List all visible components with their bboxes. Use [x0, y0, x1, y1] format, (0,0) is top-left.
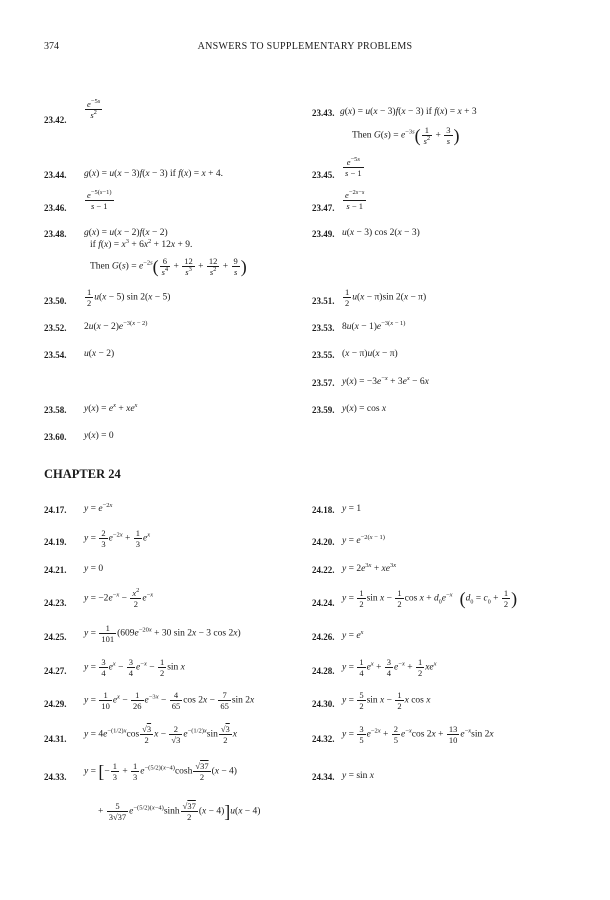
- answer-expression: $y(x) = e^x + xe^x$: [84, 402, 138, 414]
- page-number: 374: [44, 41, 59, 52]
- answer-number: 23.55.: [312, 350, 335, 360]
- answer-expression: (x − π)u(x − π): [342, 349, 398, 359]
- answer-expression: g(x) = u(x − 3)f(x − 3) if f(x) = x + 4.: [84, 169, 223, 179]
- answer-number: 24.32.: [312, 734, 335, 744]
- answer-expression: g(x) = u(x − 3)f(x − 3) if f(x) = x + 3: [340, 107, 477, 117]
- answer-expression: y = $\frac{5}{2}$ sin x − $\frac{1}{2}$ x cos x: [342, 690, 431, 711]
- answer-number: 23.58.: [44, 405, 67, 415]
- answer-number: 24.27.: [44, 666, 67, 676]
- answer-expression: $y = 2e^{3x} + xe^{3x}$: [342, 562, 397, 574]
- answer-number: 24.29.: [44, 699, 67, 709]
- answer-expression: + $\frac{5}{3√37}$ $e^{-(5/2)(x-4)}\sinh$ $\frac{√37}{2}$ (x − 4)]u(x − 4): [98, 801, 261, 822]
- answer-expression: y = $\frac{1}{10}$ $e^x$ − $\frac{1}{26}$ $e^{-3x}$ − $\frac{4}{65}$ cos 2x − $\frac{7}{65}$ sin 2x: [84, 690, 255, 711]
- answer-expression: y = $\frac{1}{4}$ $e^x$ + $\frac{3}{4}$ $e^{-x}$ + $\frac{1}{2}$ $xe^x$: [342, 657, 437, 678]
- answer-number: 24.33.: [44, 772, 67, 782]
- answer-number: 24.28.: [312, 666, 335, 676]
- answer-expression: Then $G(s) = e^{-3s}$( $\frac{1}{s^2}$ + $\frac{3}{s}$ ): [352, 125, 460, 146]
- answer-number: 23.44.: [44, 170, 67, 180]
- answer-number: 24.17.: [44, 505, 67, 515]
- answer-number: 24.26.: [312, 632, 335, 642]
- answer-expression: $y = 4e^{-(1/2)x}\cos$ $\frac{√3}{2}$ x − $\frac{2}{√3}$ $e^{-(1/2)x}\sin$ $\frac{√3}{2}$ x: [84, 724, 237, 745]
- answer-expression: g(x) = u(x − 2)f(x − 2): [84, 228, 168, 238]
- answer-expression: $\frac{e^{-5s}}{s - 1}$: [345, 156, 362, 178]
- answer-expression: Then $G(s) = e^{-2s}$( $\frac{6}{s^4}$ + $\frac{12}{s^3}$ + $\frac{12}{s^2}$ + $\frac{9}{s}$ ): [90, 256, 247, 277]
- answer-number: 24.31.: [44, 734, 67, 744]
- answer-expression: y = 1: [342, 504, 362, 514]
- answer-expression: $y = -2e^{-x}$ − $\frac{x^2}{2}$ $e^{-x}$: [84, 587, 154, 609]
- answer-number: 24.22.: [312, 565, 335, 575]
- answer-expression: $\frac{1}{2}$ u(x − π)sin 2(x − π): [345, 287, 427, 308]
- answer-number: 23.54.: [44, 350, 67, 360]
- answer-expression: $y = e^{-2(x - 1)}$: [342, 534, 385, 546]
- answer-expression: $y = e^x$: [342, 629, 364, 641]
- answer-number: 23.46.: [44, 203, 67, 213]
- answer-number: 23.49.: [312, 229, 335, 239]
- answer-expression: y = $\frac{2}{3}$ $e^{-2x}$ + $\frac{1}{3}$ $e^x$: [84, 528, 151, 549]
- answer-number: 24.18.: [312, 505, 335, 515]
- answer-number: 23.59.: [312, 405, 335, 415]
- answer-number: 24.25.: [44, 632, 67, 642]
- answer-number: 23.60.: [44, 432, 67, 442]
- answer-expression: $2u(x - 2)e^{-3(x - 2)}$: [84, 320, 148, 332]
- answer-number: 24.24.: [312, 598, 335, 608]
- answer-expression: $\frac{e^{-5(s-1)}}{s - 1}$: [87, 189, 112, 211]
- answer-number: 23.57.: [312, 378, 335, 388]
- chapter-heading: CHAPTER 24: [44, 467, 121, 481]
- answer-number: 23.47.: [312, 203, 335, 213]
- answer-expression: y = 0: [84, 564, 104, 574]
- answer-expression: y = $\frac{1}{2}$ sin x − $\frac{1}{2}$ $\cos x + d_0e^{-x}$ ($d_0 = c_0$ + $\frac{1}{2}$ ): [342, 588, 518, 609]
- answer-number: 23.51.: [312, 296, 335, 306]
- answer-number: 23.42.: [44, 115, 67, 125]
- answer-number: 24.30.: [312, 699, 335, 709]
- page-header: [0, 41, 610, 57]
- answer-number: 23.43.: [312, 108, 335, 118]
- answer-expression: $\frac{1}{2}$ u(x − 5) sin 2(x − 5): [87, 287, 171, 308]
- answer-number: 24.21.: [44, 565, 67, 575]
- answer-expression: u(x − 3) cos 2(x − 3): [342, 228, 420, 238]
- answer-expression: y = $\frac{1}{101}$ ($609e^{-20x} + 30$ sin 2x − 3 cos 2x): [84, 623, 241, 644]
- answer-number: 24.20.: [312, 537, 335, 547]
- answer-expression: $\frac{e^{-5s}}{s^2}$: [87, 98, 101, 120]
- running-title: ANSWERS TO SUPPLEMENTARY PROBLEMS: [197, 41, 413, 52]
- answer-number: 23.45.: [312, 170, 335, 180]
- answer-expression: $y(x) = -3e^{-x} + 3e^x - 6x$: [342, 375, 429, 387]
- answer-expression: $8u(x - 1)e^{-3(x - 1)}$: [342, 320, 406, 332]
- answer-expression: $\frac{e^{-2s-s}}{s - 1}$: [345, 189, 365, 211]
- answer-number: 24.34.: [312, 772, 335, 782]
- answer-expression: y = $\frac{3}{4}$ $e^x$ − $\frac{3}{4}$ $e^{-x}$ − $\frac{1}{2}$ sin x: [84, 657, 185, 678]
- answer-number: 23.48.: [44, 229, 67, 239]
- answer-number: 23.50.: [44, 296, 67, 306]
- answer-expression: $y = e^{-2x}$: [84, 502, 113, 514]
- answer-expression: y = sin x: [342, 771, 375, 781]
- answer-number: 24.19.: [44, 537, 67, 547]
- answer-expression: y = $\frac{3}{5}$ $e^{-2x}$ + $\frac{2}{5}$ $e^{-x}\cos$ 2x + $\frac{13}{10}$ $e^{-x}\sin$ 2x: [342, 724, 494, 745]
- answer-expression: y = [− $\frac{1}{3}$ + $\frac{1}{3}$ $e^{-(5/2)(x-4)}\cosh$ $\frac{√37}{2}$ (x − 4): [84, 761, 237, 782]
- answer-number: 24.23.: [44, 598, 67, 608]
- answer-number: 23.53.: [312, 323, 335, 333]
- answer-expression: y(x) = 0: [84, 431, 114, 441]
- answer-expression: y(x) = cos x: [342, 404, 387, 414]
- answer-expression: if $f(x) = x^3 + 6x^2 + 12x + 9$.: [90, 238, 193, 250]
- answer-number: 23.52.: [44, 323, 67, 333]
- answer-expression: u(x − 2): [84, 349, 115, 359]
